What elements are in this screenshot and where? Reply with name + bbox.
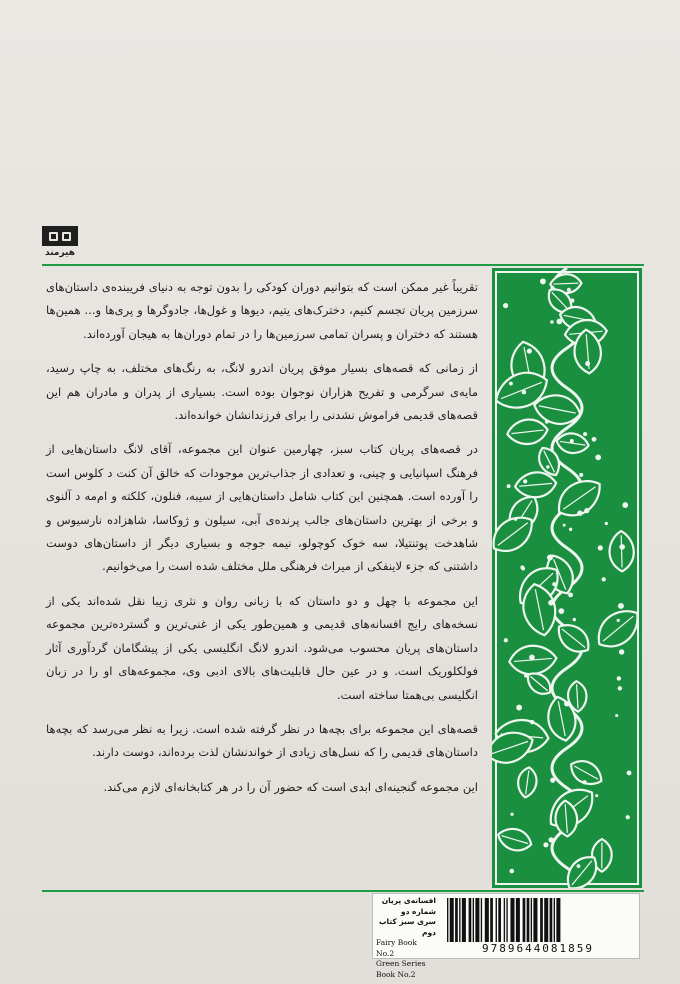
publisher-logo [42, 226, 78, 258]
blurb-paragraph-5: قصه‌های این مجموعه برای بچه‌ها در نظر گرفته شده است. زیرا به نظر می‌رسد که بچه‌ها داستان‌های قدیمی را که نسل‌های زیادی از خواندنشان لذت برده‌اند، دوست دارند. [46, 721, 478, 760]
barcode-label [372, 893, 640, 979]
leaf-pattern-illustration [492, 268, 642, 888]
blurb-paragraph-1: تقریباً غیر ممکن است که بتوانیم دوران کودکی را بدون توجه به دنیای فریبنده‌ی داستان‌های سرزمین پریان تجسم کنیم، دخترک‌های یتیم، دیوها و غول‌ها، جادوگرها و پری‌ها و... همین‌ها هستند که دختران و پسران تمامی سرزمین‌ها را در تمام دوران‌ها به هیجان آورده‌اند. [46, 280, 478, 341]
isbn-number: 9789644081859 [481, 942, 595, 955]
blurb-paragraph-4: این مجموعه با چهل و دو داستان که با زبانی روان و نثری زیبا نقل شده‌اند یکی از نسخه‌های رایج افسانه‌های قدیمی و همین‌طور یکی از غنی‌ترین و گسترده‌ترین مجموعه داستان‌های پریان محسوب می‌شود. اندرو لانگ انگلیسی یکی از پیشگامان گردآوری آثار فولکلوریک است. و در عین حال قابلیت‌های بالای ادبی وی، مجموعه‌های او را در زبان انگلیسی بی‌همتا ساخته است. [46, 593, 478, 702]
bottom-green-rule [42, 890, 644, 892]
series-fa-line-1: افسانه‌ی پریان شماره دو [381, 896, 436, 916]
series-en-line-1: Fairy Book No.2 [376, 938, 417, 958]
decorative-leaf-panel [492, 268, 642, 888]
series-en-line-2: Green Series [376, 959, 426, 968]
publisher-logo-mark [42, 226, 78, 246]
blurb-paragraph-2: از زمانی که قصه‌های بسیار موفق پریان اندرو لانگ، به رنگ‌های مختلف، به چاپ رسید، مایه‌ی سرگرمی و تفریح هزاران نوجوان بوده است. بسیاری از پدران و مادران هم این قصه‌های قدیمی فراموش نشدنی را برای فرزندانشان خوانده‌اند. [46, 361, 478, 423]
blurb-paragraph-6: این مجموعه گنجینه‌ای ابدی است که حضور آن را در هر کتابخانه‌ای لازم می‌کند. [103, 779, 478, 794]
blurb-paragraph-3: در قصه‌های پریان کتاب سبز، چهارمین عنوان این مجموعه، آقای لانگ داستان‌هایی از فرهنگ اسپانیایی و چینی، و تعدادی از جذاب‌ترین موجودات که خالق آن کنت د کلوس است را آورده است. همچنین این کتاب شامل داستان‌هایی از سیبه، فنلون، کلکته و ام‌مه د آلنوی و برخی از بهترین داستان‌های جالب پرنده‌ی آبی، سیلون و ژوکاسا، شاهزاده نارسیوس و شاهدخت پوتنتیلا، سه خوک کوچولو، نیمه جوجه و بسیاری دیگر از داستان‌های دوست داشتنی که جزء لاینفکی از میراث فرهنگی ملل مختلف شده است را می‌خوانیم. [46, 442, 478, 574]
series-en-line-3: Book No.2 [376, 969, 416, 979]
series-fa-line-2: سری سبز کتاب دوم [378, 917, 436, 937]
top-green-rule [42, 264, 644, 266]
barcode-bars [443, 898, 633, 942]
series-info [373, 894, 439, 979]
blurb-text [46, 276, 478, 810]
publisher-name: هیرمند [45, 248, 75, 258]
